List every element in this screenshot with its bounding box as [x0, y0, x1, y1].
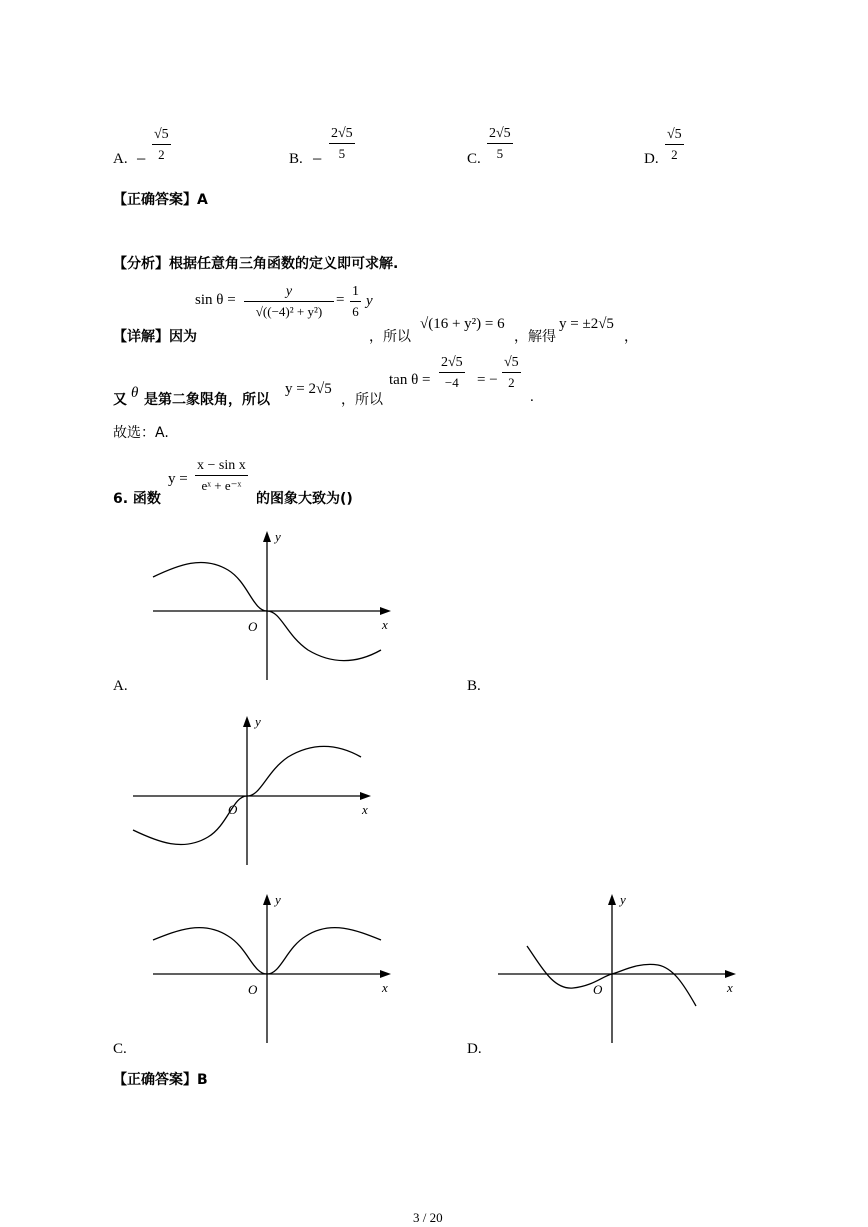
graph-b [128, 710, 378, 870]
option-a-fraction: $\frac{√5}{2}$ [154, 127, 169, 162]
line2-y: y = 2√5 [285, 381, 332, 397]
line2-dot: . [530, 389, 534, 405]
line2-theta: θ [131, 385, 139, 401]
graph-c-label: C. [113, 1041, 127, 1057]
graph-b-x-label: x [362, 802, 368, 817]
graph-b-y-label: y [255, 714, 261, 729]
detail-sixth: $\frac{1}{6}$ [352, 284, 359, 319]
line2-result-fraction: $\frac{√5}{2}$ [504, 355, 519, 390]
option-b-fraction: $\frac{2√5}{5}$ [331, 126, 353, 161]
page-number: 3 / 20 [413, 1210, 443, 1225]
q6-number: 6. 函数 [113, 491, 161, 507]
graph-d-x-label: x [727, 980, 733, 995]
graph-c [148, 888, 398, 1048]
option-c-label: C. [467, 151, 481, 167]
q6-answer: 【正确答案】B [113, 1072, 208, 1088]
detail-solve: ，解得 [514, 329, 556, 345]
line2-prefix: 又 [113, 392, 127, 408]
q5-detail-prefix: 【详解】因为 [113, 329, 197, 345]
option-d-fraction: $\frac{√5}{2}$ [667, 127, 682, 162]
q6-y-eq: y = [168, 471, 188, 487]
option-d-label: D. [644, 151, 659, 167]
graph-a-x-label: x [382, 617, 388, 632]
detail-solution: y = ±2√5 [559, 316, 614, 332]
graph-b-origin: O [228, 802, 238, 817]
option-a-sign: − [136, 149, 147, 169]
q6-fraction: $\frac{\text{x − sin x}}{\text{eˣ + e⁻ˣ}}$ [197, 458, 246, 493]
graph-d-y-label: y [620, 892, 626, 907]
graph-a [148, 525, 398, 685]
detail-sin: sin θ = [195, 292, 236, 308]
detail-so: ，所以 [369, 329, 411, 345]
detail-y: y [366, 293, 373, 309]
graph-a-label: A. [113, 678, 128, 694]
option-b-label: B. [289, 151, 303, 167]
q5-conclusion: 故选：A. [113, 425, 169, 441]
graph-a-y-label: y [275, 529, 281, 544]
line2-so: ，所以 [341, 392, 383, 408]
graph-c-origin: O [248, 982, 258, 997]
line2-eq: = − [477, 372, 498, 388]
q6-suffix: 的图象大致为() [256, 491, 353, 507]
graph-d [493, 888, 743, 1048]
line2-tan-fraction: $\frac{2√5}{-4}$ [441, 355, 463, 390]
detail-fraction: $\frac{y}{\text{√((−4)² + y²)}}$ [244, 285, 334, 318]
graph-b-label: B. [467, 678, 481, 694]
detail-end: ， [624, 329, 638, 345]
option-c-fraction: $\frac{2√5}{5}$ [489, 126, 511, 161]
graph-d-label: D. [467, 1041, 482, 1057]
detail-eq2: = [336, 292, 345, 308]
line2-text: 是第二象限角，所以 [144, 392, 270, 408]
graph-c-y-label: y [275, 892, 281, 907]
q5-analysis: 【分析】根据任意角三角函数的定义即可求解. [113, 256, 399, 272]
option-a-label: A. [113, 151, 128, 167]
option-b-sign: − [312, 149, 323, 169]
graph-c-x-label: x [382, 980, 388, 995]
graph-d-origin: O [593, 982, 603, 997]
q5-answer: 【正确答案】A [113, 192, 208, 208]
line2-tan: tan θ = [389, 372, 431, 388]
graph-a-origin: O [248, 619, 258, 634]
detail-sqrt-expr: √(16 + y²) = 6 [420, 316, 505, 332]
